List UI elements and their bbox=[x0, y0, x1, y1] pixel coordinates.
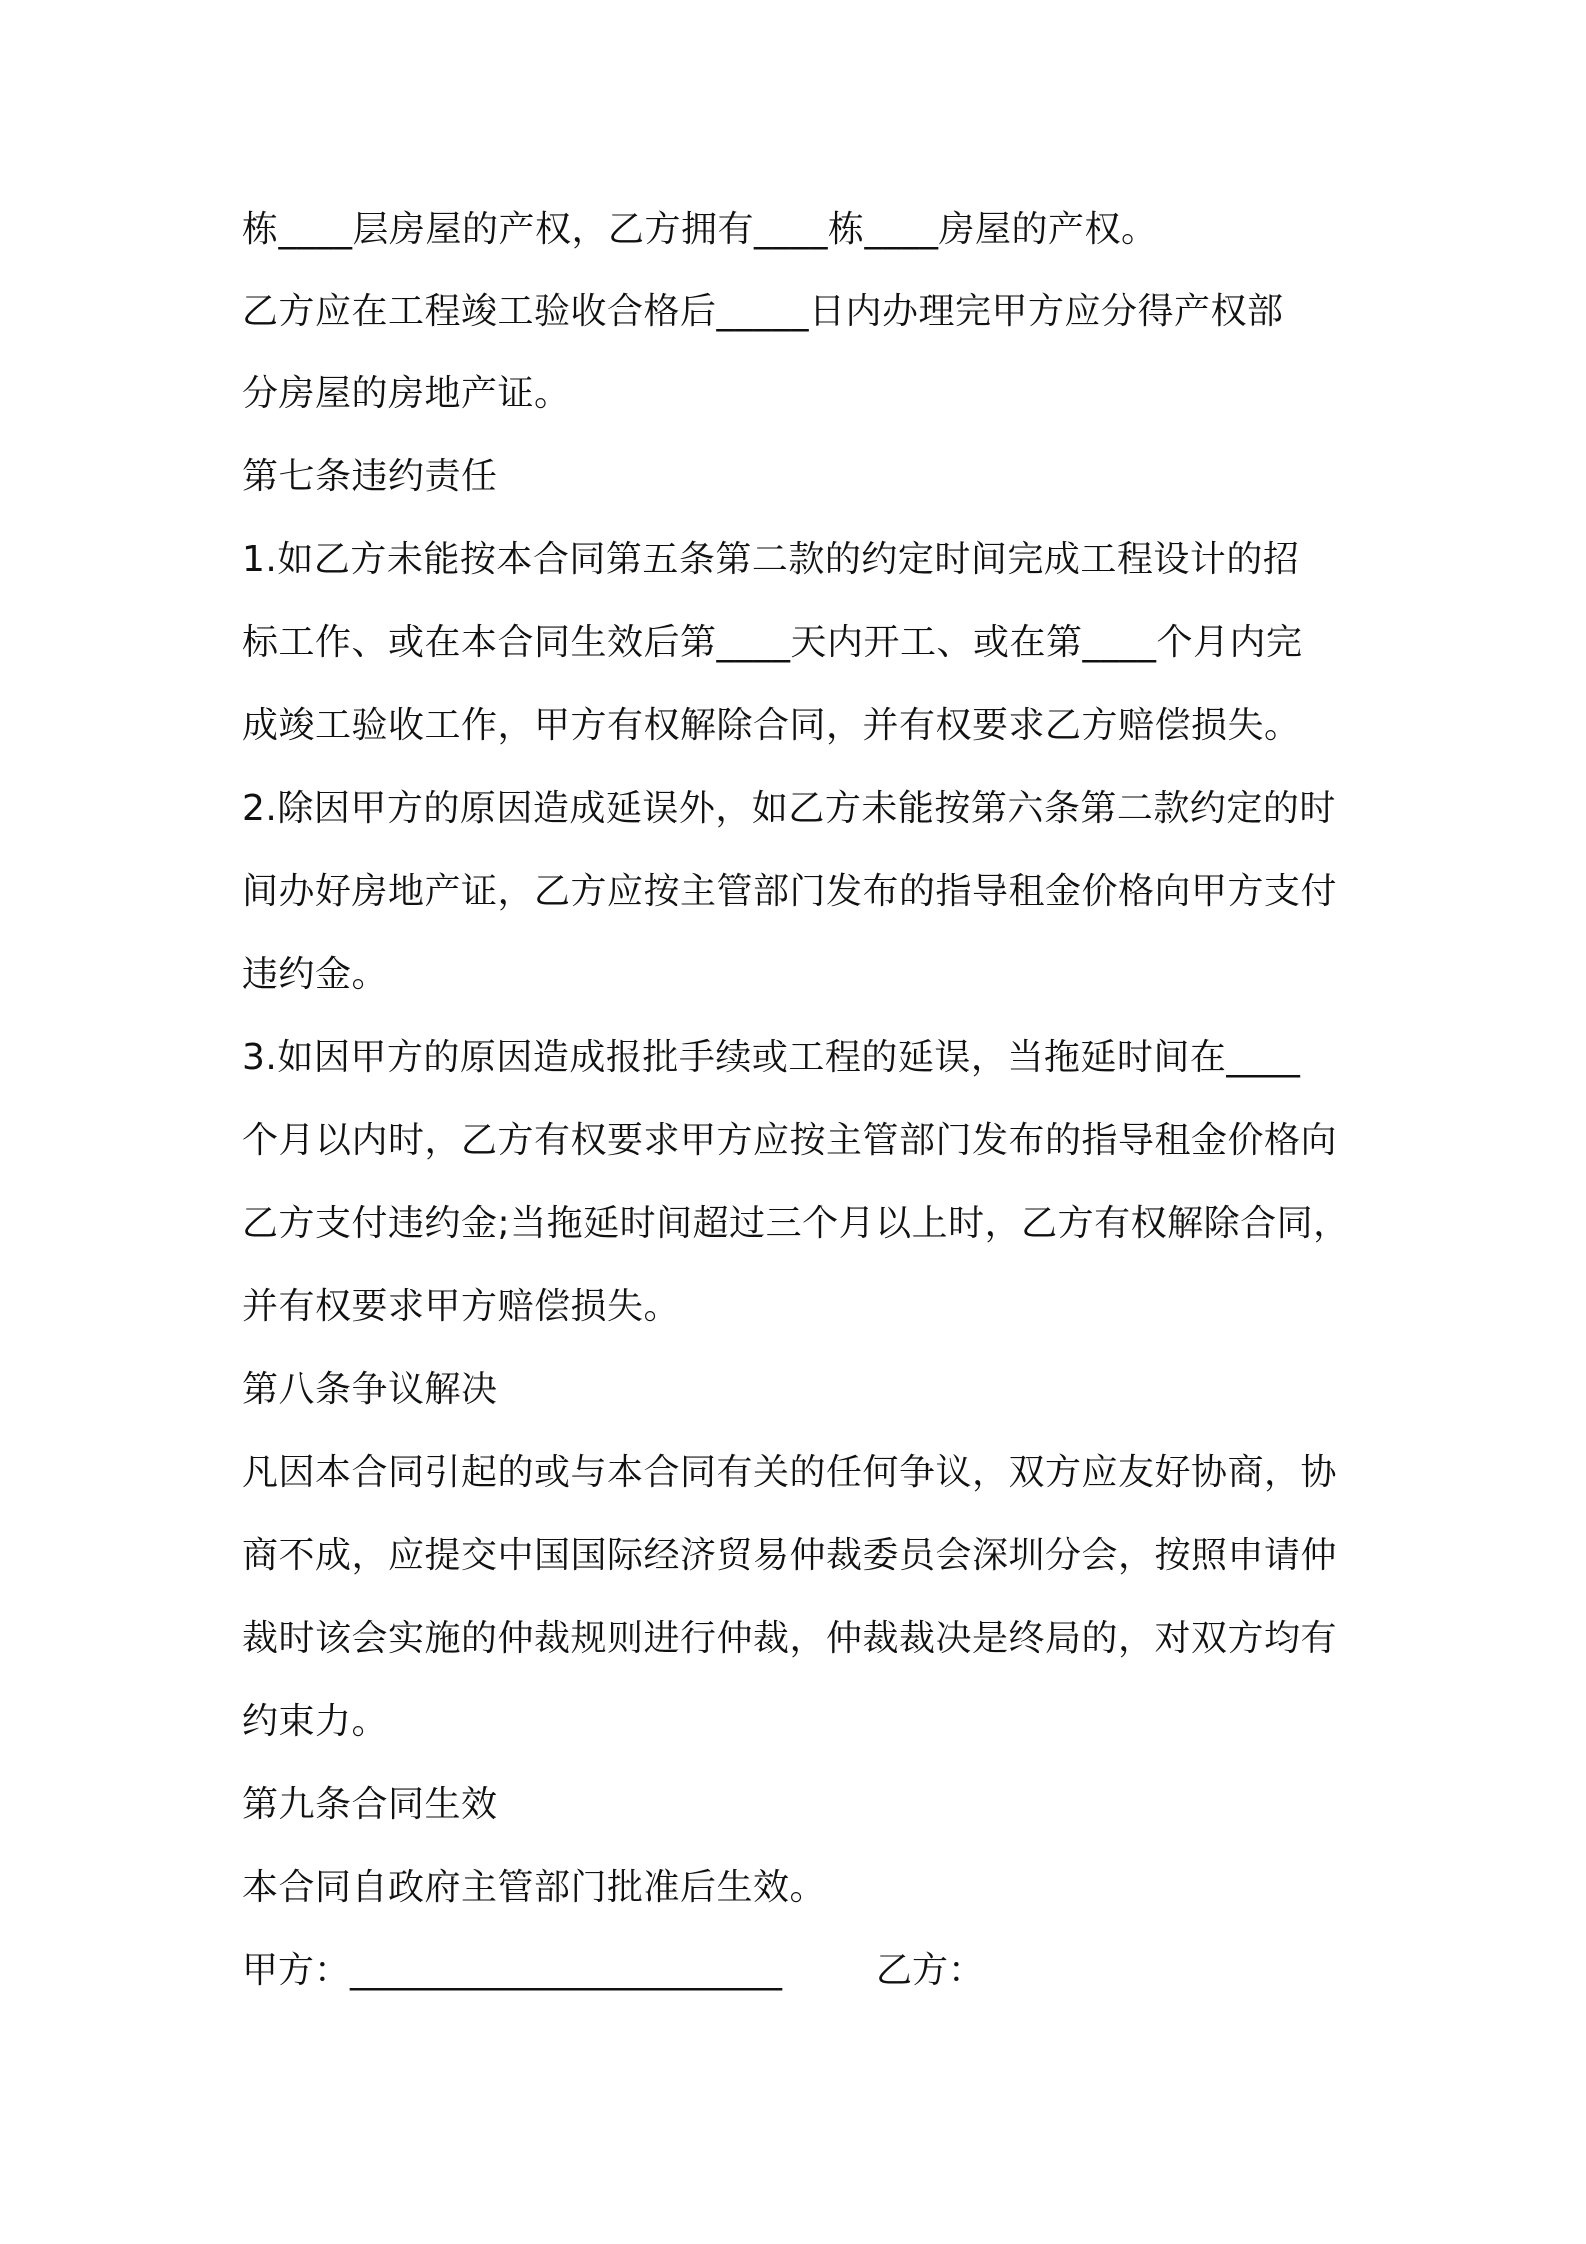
text-line: 3.如因甲方的原因造成报批手续或工程的延误，当拖延时间在____ bbox=[242, 1037, 1301, 1078]
text-line: 约束力。 bbox=[242, 1701, 389, 1742]
text-line: 违约金。 bbox=[242, 954, 389, 995]
text-line: 乙方支付违约金;当拖延时间超过三个月以上时，乙方有权解除合同， bbox=[242, 1203, 1350, 1244]
section-heading-effectiveness: 第九条合同生效 bbox=[242, 1784, 498, 1825]
text-line: 分房屋的房地产证。 bbox=[242, 373, 571, 414]
text-line: 裁时该会实施的仲裁规则进行仲裁，仲裁裁决是终局的，对双方均有 bbox=[242, 1618, 1338, 1659]
section-heading-dispute: 第八条争议解决 bbox=[242, 1369, 498, 1410]
text-line: 商不成，应提交中国国际经济贸易仲裁委员会深圳分会，按照申请仲 bbox=[242, 1535, 1338, 1576]
text-line: 间办好房地产证，乙方应按主管部门发布的指导租金价格向甲方支付 bbox=[242, 871, 1338, 912]
text-line: 1.如乙方未能按本合同第五条第二款的约定时间完成工程设计的招 bbox=[242, 539, 1300, 580]
signature-party-a: 甲方：________________________ bbox=[242, 1950, 783, 1991]
text-line: 成竣工验收工作，甲方有权解除合同，并有权要求乙方赔偿损失。 bbox=[242, 705, 1301, 746]
text-line: 栋____层房屋的产权，乙方拥有____栋____房屋的产权。 bbox=[242, 209, 1158, 250]
signature-party-b: 乙方： bbox=[876, 1950, 985, 1991]
text-line: 乙方应在工程竣工验收合格后_____日内办理完甲方应分得产权部 bbox=[242, 291, 1284, 332]
text-line: 2.除因甲方的原因造成延误外，如乙方未能按第六条第二款约定的时 bbox=[242, 788, 1336, 829]
text-line: 本合同自政府主管部门批准后生效。 bbox=[242, 1867, 827, 1908]
text-line: 个月以内时，乙方有权要求甲方应按主管部门发布的指导租金价格向 bbox=[242, 1120, 1338, 1161]
section-heading-liability: 第七条违约责任 bbox=[242, 456, 498, 497]
text-line: 凡因本合同引起的或与本合同有关的任何争议，双方应友好协商，协 bbox=[242, 1452, 1338, 1493]
text-line: 标工作、或在本合同生效后第____天内开工、或在第____个月内完 bbox=[242, 622, 1303, 663]
text-line: 并有权要求甲方赔偿损失。 bbox=[242, 1286, 681, 1327]
